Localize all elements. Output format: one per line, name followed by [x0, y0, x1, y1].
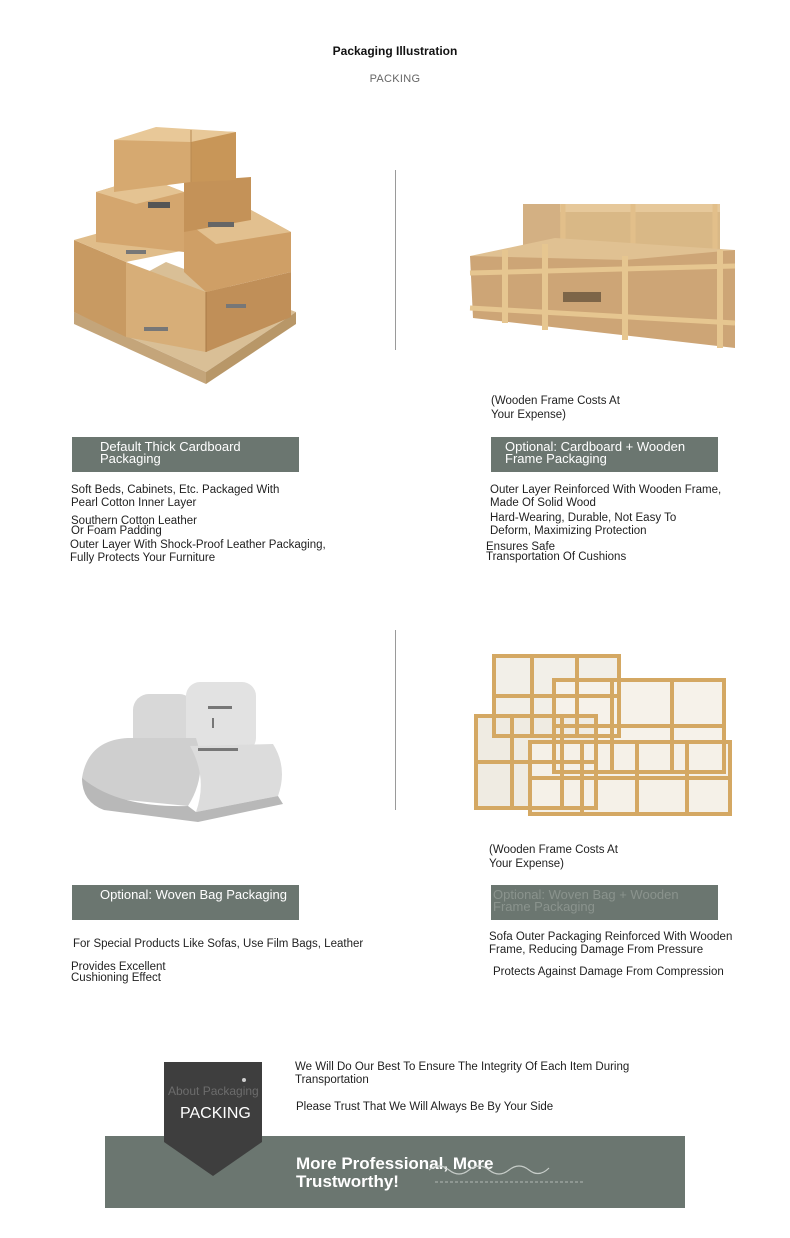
option-label-woven-bag-wooden-frame: Optional: Woven Bag + Wooden Frame Packaging	[491, 885, 718, 920]
footer-message: Transportation	[295, 1074, 369, 1086]
option-desc-line: Transportation Of Cushions	[486, 551, 627, 563]
option-label-cardboard: Default Thick Cardboard Packaging	[72, 437, 299, 472]
page-subtitle: PACKING	[369, 73, 421, 85]
option-desc-line: For Special Products Like Sofas, Use Film Bags, Leather	[73, 938, 364, 950]
option-label-cardboard-wooden-frame: Optional: Cardboard + Wooden Frame Packaging	[491, 437, 718, 472]
wooden-frame-cost-note: Your Expense)	[491, 409, 567, 421]
woven-bag-image	[78, 678, 292, 822]
column-divider-top	[395, 170, 396, 350]
option-desc-line: Sofa Outer Packaging Reinforced With Wooden	[489, 931, 733, 943]
footer-message: We Will Do Our Best To Ensure The Integrity Of Each Item During	[295, 1061, 630, 1073]
option-desc-line: Cushioning Effect	[71, 972, 161, 984]
page-title: Packaging Illustration	[332, 44, 458, 58]
option-desc-line: Outer Layer Reinforced With Wooden Frame,	[490, 484, 722, 496]
woven-bag-wooden-frame-image	[472, 650, 734, 818]
option-desc-line: Ensures Safe	[486, 541, 556, 553]
option-desc-line: Fully Protects Your Furniture	[70, 552, 216, 564]
column-divider-bottom	[395, 630, 396, 810]
option-desc-line: Provides Excellent	[71, 961, 166, 973]
option-desc-line: Protects Against Damage From Compression	[493, 966, 724, 978]
badge-big-text: PACKING	[180, 1105, 251, 1122]
wooden-frame-cost-note: (Wooden Frame Costs At	[489, 844, 618, 856]
option-desc-line: Outer Layer With Shock-Proof Leather Packaging,	[70, 539, 326, 551]
footer-message: Please Trust That We Will Always Be By Your Side	[296, 1101, 554, 1113]
wooden-frame-cost-note: Your Expense)	[489, 858, 565, 870]
option-desc-line: Or Foam Padding	[71, 525, 162, 537]
wooden-frame-cost-note: (Wooden Frame Costs At	[491, 395, 620, 407]
option-desc-line: Soft Beds, Cabinets, Etc. Packaged With	[71, 484, 280, 496]
cardboard-boxes-image	[66, 122, 302, 388]
banner-script-decoration	[425, 1158, 595, 1188]
option-desc-line: Hard-Wearing, Durable, Not Easy To	[490, 512, 677, 524]
badge-small-text: About Packaging	[168, 1084, 259, 1098]
option-desc-line: Pearl Cotton Inner Layer	[71, 497, 197, 509]
option-desc-line: Made Of Solid Wood	[490, 497, 596, 509]
option-desc-line: Southern Cotton Leather	[71, 515, 197, 527]
option-desc-line: Deform, Maximizing Protection	[490, 525, 647, 537]
wooden-frame-crate-image	[465, 198, 740, 358]
option-label-woven-bag: Optional: Woven Bag Packaging	[72, 885, 299, 920]
banner-headline: More Professional, More Trustworthy!	[296, 1154, 494, 1191]
option-desc-line: Frame, Reducing Damage From Pressure	[489, 944, 704, 956]
